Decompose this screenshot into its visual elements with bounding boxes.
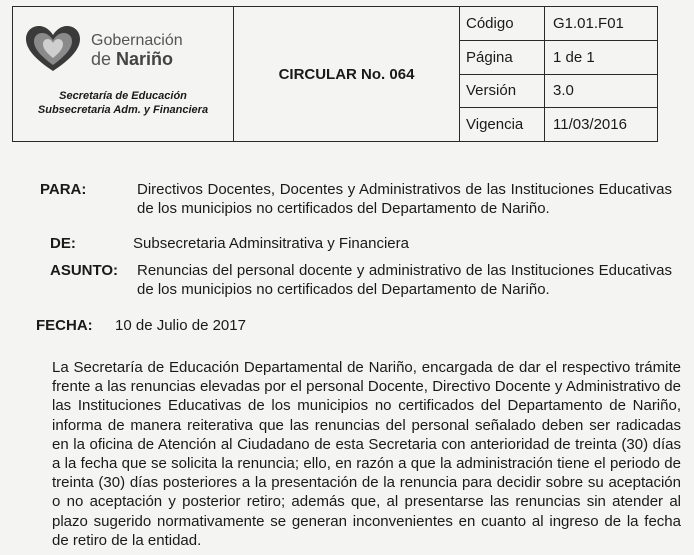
document-header: [12, 6, 658, 142]
gobernacion-logo: [23, 25, 183, 75]
meta-label-version: Versión: [460, 74, 545, 108]
dept-line2: Subsecretaria Adm. y Financiera: [37, 104, 209, 116]
fecha-value: 10 de Julio de 2017: [115, 317, 246, 334]
meta-value-codigo: G1.01.F01: [545, 7, 658, 41]
asunto-label: ASUNTO:: [50, 262, 119, 279]
body-paragraph: La Secretaría de Educación Departamental de Nariño, encargada de dar el respectivo trámite frente a las renuncias elevadas por el personal Docente, Directivo Docente y Administrativo de las Instituciones Educativas de los municipios no certificados del Departamento de Nariño, informa de manera reiterativa que las renuncias del personal señalado deben ser radicadas en la oficina de Atención al Ciudadano de esta Secretaria con anterioridad de treinta (30) días a la fecha que se solicita la renuncia; ello, en razón a que la administración tiene el periodo de treinta (30) días posteriores a la presentación de la renuncia para decidir sobre su aceptación o no aceptación y posterior retiro; además que, al presentarse las renuncias sin atender al plazo sugerido normativamente se generan inconvenientes en cuanto al ingreso de la fecha de retiro de la entidad.: [52, 359, 681, 549]
meta-label-codigo: Código: [460, 7, 545, 41]
logo-line1: Gobernación: [91, 32, 183, 49]
meta-value-pagina: 1 de 1: [545, 40, 658, 74]
logo-line2-prefix: de: [91, 49, 117, 69]
dept-line1: Secretaría de Educación: [59, 90, 187, 102]
meta-value-version: 3.0: [545, 74, 658, 108]
meta-label-pagina: Página: [460, 40, 545, 74]
heart-logo-icon: [23, 25, 83, 75]
asunto-value: Renuncias del personal docente y administrativo de las Instituciones Educativas de los municipios no certificados del Departamento de Nariño.: [137, 262, 672, 298]
logo-cell: [13, 7, 234, 142]
de-label: DE:: [50, 235, 76, 252]
circular-title: CIRCULAR No. 064: [234, 7, 460, 142]
department-text: [13, 89, 233, 117]
para-value: Directivos Docentes, Docentes y Administrativos de las Instituciones Educativas de los municipios no certificados del Departamento de Nariño.: [137, 181, 672, 217]
de-value: Subsecretaria Adminsitrativa y Financiera: [133, 235, 409, 252]
meta-label-vigencia: Vigencia: [460, 108, 545, 142]
logo-line2-bold: Nariño: [116, 49, 174, 69]
meta-value-vigencia: 11/03/2016: [545, 108, 658, 142]
para-label: PARA:: [40, 181, 87, 198]
fecha-label: FECHA:: [36, 317, 93, 334]
